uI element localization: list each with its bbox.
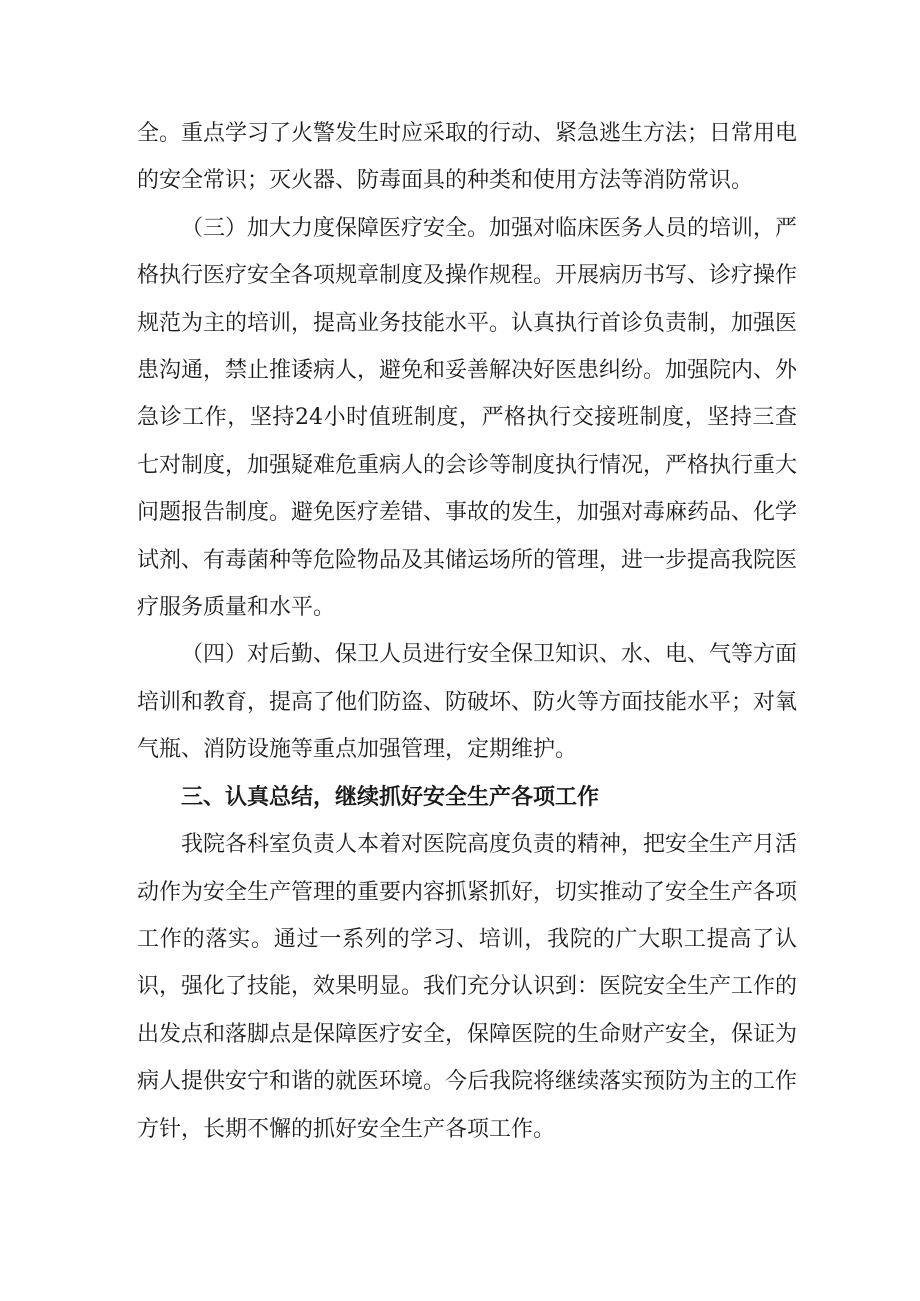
document-body xyxy=(137,110,797,1153)
paragraph-logistics-security: （四）对后勤、保卫人员进行安全保卫知识、水、电、气等方面培训和教育，提高了他们防盗、防破坏、防火等方面技能水平；对氧气瓶、消防设施等重点加强管理，定期维护。 xyxy=(137,642,798,763)
paragraph-continuation: 全。重点学习了火警发生时应采取的行动、紧急逃生方法；日常用电的安全常识；灭火器、防毒面具的种类和使用方法等消防常识。 xyxy=(137,121,798,194)
paragraph-summary: 我院各科室负责人本着对医院高度负责的精神，把安全生产月活动作为安全生产管理的重要内容抓紧抓好，切实推动了安全生产各项工作的落实。通过一系列的学习、培训，我院的广大职工提高了认识，强化了技能，效果明显。我们充分认识到：医院安全生产工作的出发点和落脚点是保障医疗安全，保障医院的生命财产安全，保证为病人提供安宁和谐的就医环境。今后我院将继续落实预防为主的工作方针，长期不懈的抓好安全生产各项工作。 xyxy=(137,832,798,1142)
section-heading: 三、认真总结，继续抓好安全生产各项工作 xyxy=(181,784,600,810)
paragraph-medical-safety: （三）加大力度保障医疗安全。加强对临床医务人员的培训，严格执行医疗安全各项规章制度及操作规程。开展病历书写、诊疗操作规范为主的培训，提高业务技能水平。认真执行首诊负责制，加强医患沟通，禁止推诿病人，避免和妥善解决好医患纠纷。加强院内、外急诊工作，坚持24小时值班制度，严格执行交接班制度，坚持三查七对制度，加强疑难危重病人的会诊等制度执行情况，严格执行重大问题报告制度。避免医疗差错、事故的发生，加强对毒麻药品、化学试剂、有毒菌种等危险物品及其储运场所的管理，进一步提高我院医疗服务质量和水平。 xyxy=(137,215,798,621)
